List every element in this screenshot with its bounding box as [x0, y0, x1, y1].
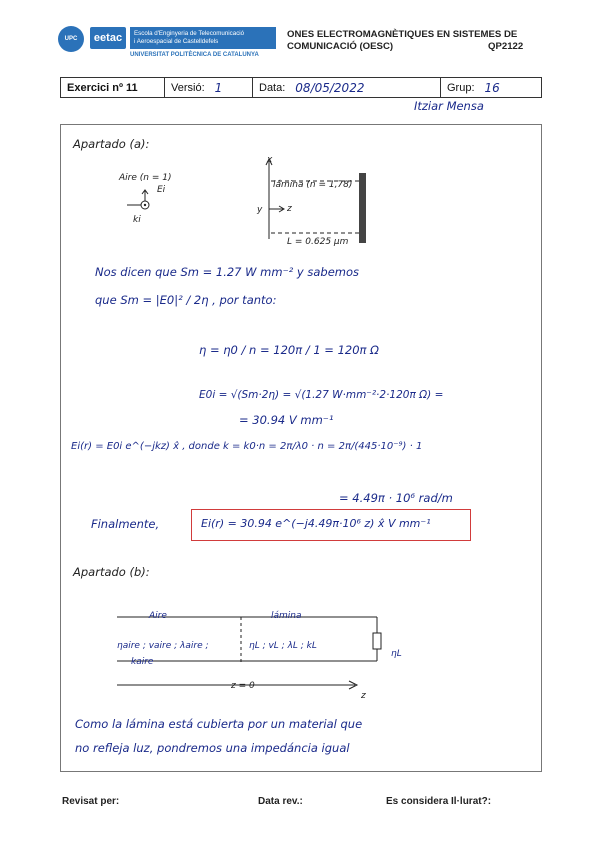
slab-region-label: lámina [271, 611, 302, 621]
course-code: QP2122 [488, 41, 524, 52]
review-date: Data rev.: [258, 796, 303, 807]
school-line-1: Escola d'Enginyeria de Telecomunicació [134, 30, 245, 37]
air-parameters: ηaire ; vaire ; λaire ; [117, 641, 209, 651]
slab-thickness: L = 0.625 μm [287, 237, 349, 247]
origin-label: z = 0 [231, 681, 255, 691]
course-title: ONES ELECTROMAGNÈTIQUES EN SISTEMES DE COMUNICACIÓ (OESC) [287, 29, 518, 52]
slab-parameters: ηL ; vL ; λL ; kL [249, 641, 317, 651]
incident-wave-icon [121, 189, 161, 219]
school-line-2: i Aeroespacial de Castelldefels [134, 38, 219, 45]
eetac-logo-text: eetac [93, 32, 123, 44]
version-value: 1 [214, 80, 223, 95]
slab-label: lámina (n = 1,78) [273, 180, 353, 190]
air-parameters-k: kaire [131, 657, 154, 667]
final-result: Ei(r) = 30.94 e^(−j4.49π·10⁶ z) x̂ V mm⁻¹ [201, 517, 431, 530]
reviewed-by: Revisat per: [62, 796, 120, 807]
upc-logo [58, 26, 84, 52]
field-expression-line: Ei(r) = E0i e^(−jkz) x̂ , donde k = k0·n = 2π/λ0 · n = 2π/(445·10⁻⁹) · 1 [71, 441, 423, 452]
part-b-heading: Apartado (b): [73, 565, 150, 579]
air-region-label: Aire [149, 611, 167, 621]
university-name: UNIVERSITAT POLITÈCNICA DE CATALUNYA [130, 52, 259, 58]
incident-field-label: Ei [157, 185, 166, 195]
exercise-number: Exercici nº 11 [61, 78, 165, 97]
illustrated-check: Es considera Il·lurat?: [386, 796, 492, 807]
transmission-line-diagram [115, 609, 415, 699]
amplitude-line: E0i = √(Sm·2η) = √(1.27 W·mm⁻²·2·120π Ω) = [199, 389, 444, 401]
date-cell [253, 78, 441, 97]
z-axis-label: z [287, 204, 292, 214]
impedance-line: η = η0 / n = 120π / 1 = 120π Ω [199, 343, 379, 357]
group-value: 16 [484, 80, 500, 95]
exercise-info-row [60, 77, 542, 98]
z-axis-b-label: z [361, 691, 366, 701]
version-cell [165, 78, 253, 97]
slab-diagram [247, 153, 377, 249]
explanation-line-2: no refleja luz, pondremos una impedáncia igual [75, 741, 350, 755]
power-formula-line: que Sm = |E0|² / 2η , por tanto: [95, 293, 277, 307]
date-label: Data: [259, 81, 286, 94]
group-label: Grup: [447, 81, 475, 94]
wave-vector-label: ki [133, 215, 141, 225]
eetac-logo [90, 27, 126, 49]
author-name: Itziar Mensa [414, 99, 484, 113]
y-axis-label: y [257, 205, 263, 215]
version-label: Versió: [171, 81, 205, 94]
load-impedance: ηL [391, 649, 402, 659]
date-value: 08/05/2022 [295, 80, 365, 95]
solution-area [60, 124, 542, 772]
explanation-line-1: Como la lámina está cubierta por un material que [75, 717, 363, 731]
air-label: Aire (n = 1) [119, 173, 172, 183]
upc-logo-text: UPC [64, 36, 78, 42]
school-name [130, 27, 276, 49]
part-a-heading: Apartado (a): [73, 137, 150, 151]
given-power-line: Nos dicen que Sm = 1.27 W mm⁻² y sabemos [95, 265, 360, 279]
final-label: Finalmente, [91, 517, 160, 531]
group-cell [441, 78, 539, 97]
amplitude-result-line: = 30.94 V mm⁻¹ [239, 413, 334, 427]
wavenumber-result-line: = 4.49π · 10⁶ rad/m [339, 491, 453, 505]
x-axis-label: x [267, 155, 273, 165]
